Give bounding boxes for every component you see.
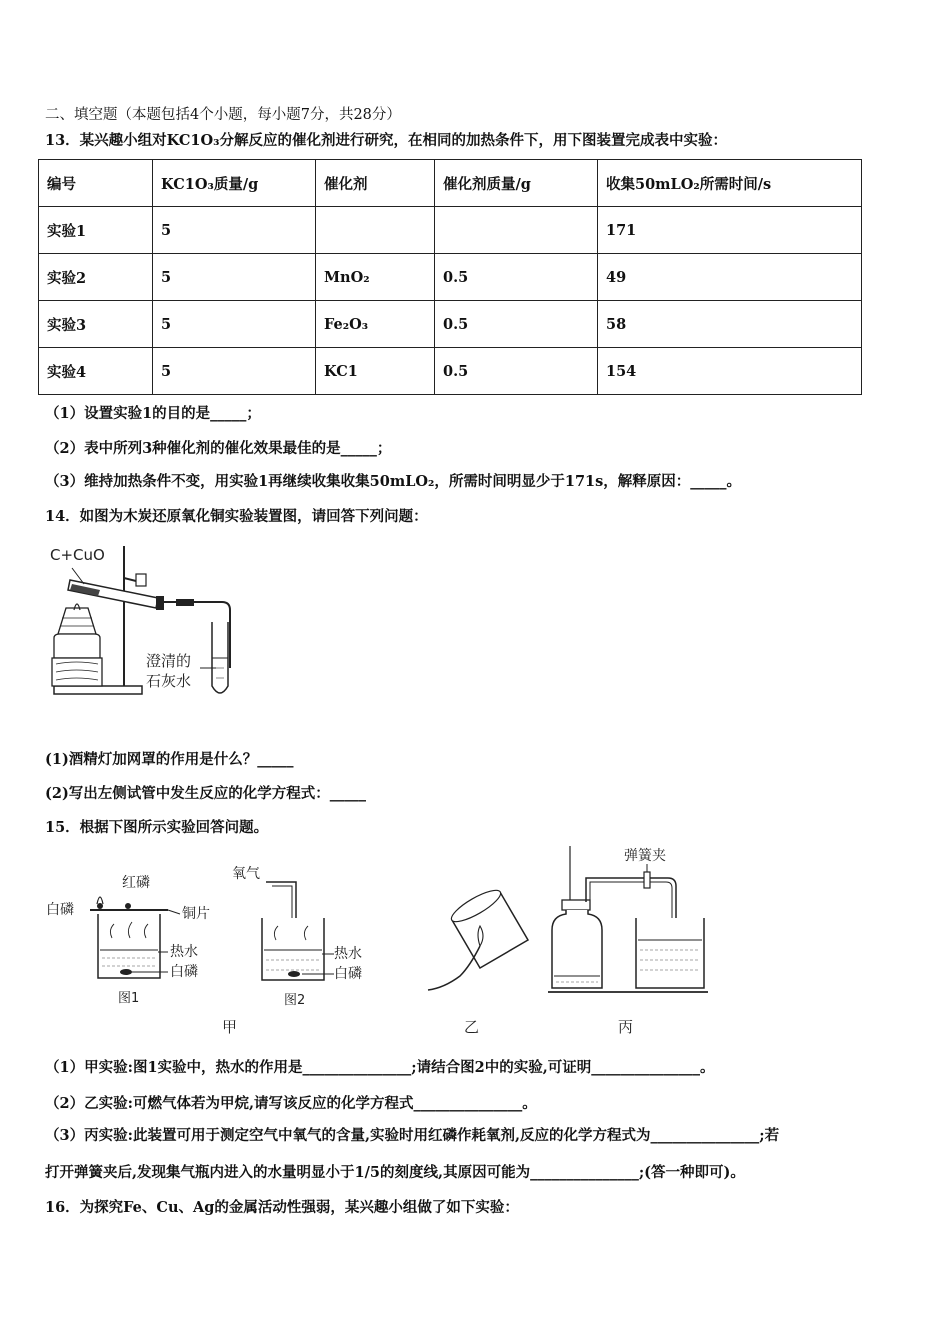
q15-sub3a: （3）丙实验:此装置可用于测定空气中氧气的含量,实验时用红磷作耗氧剂,反应的化学方程式为_______________;若 xyxy=(45,1127,780,1144)
beaker-2 xyxy=(262,918,324,980)
table-cell: 0.5 xyxy=(435,254,598,301)
stand-base xyxy=(54,686,142,694)
alcohol-lamp xyxy=(54,634,100,658)
table-cell xyxy=(316,207,435,254)
section-title: 二、填空题（本题包括4个小题，每小题7分，共28分） xyxy=(45,107,401,123)
table-cell: 5 xyxy=(153,301,316,348)
q13-sub3: （3）维持加热条件不变，用实验1再继续收集收集50mLO₂，所需时间明显少于171s，解释原因：_____。 xyxy=(45,473,742,490)
table-header-row xyxy=(39,160,862,207)
label-red-phosphorus: 红磷 xyxy=(122,875,150,891)
label-copper-sheet: 铜片 xyxy=(182,906,210,922)
table-cell: MnO₂ xyxy=(316,254,435,301)
q13-sub1: （1）设置实验1的目的是_____； xyxy=(45,405,261,422)
table-cell: KC1 xyxy=(316,348,435,395)
table-header-cell: 催化剂质量/g xyxy=(435,160,598,207)
experiment-bing xyxy=(548,846,708,1036)
table-cell xyxy=(435,207,598,254)
label-limewater-2: 石灰水 xyxy=(146,672,192,690)
figure-2 xyxy=(232,866,362,1008)
q15-sub1: （1）甲实验:图1实验中，热水的作用是_______________;请结合图2中的实验,可证明_______________。 xyxy=(45,1059,715,1076)
figure-1 xyxy=(46,874,210,1006)
table-cell: Fe₂O₃ xyxy=(316,301,435,348)
q13-stem: 13．某兴趣小组对KC1O₃分解反应的催化剂进行研究，在相同的加热条件下，用下图装置完成表中实验： xyxy=(45,132,727,149)
q13-sub2: （2）表中所列3种催化剂的催化效果最佳的是_____； xyxy=(45,440,392,457)
label-spring-clip: 弹簧夹 xyxy=(624,848,666,864)
table-cell: 实验1 xyxy=(39,207,153,254)
table-cell: 0.5 xyxy=(435,301,598,348)
table-header-cell: 催化剂 xyxy=(316,160,435,207)
q16-stem: 16．为探究Fe、Cu、Ag的金属活动性强弱，某兴趣小组做了如下实验： xyxy=(45,1199,519,1216)
label-reactants: C+CuO xyxy=(50,546,105,564)
flame-icon xyxy=(97,897,103,904)
label-white-phosphorus-under: 白磷 xyxy=(170,964,198,980)
table-cell: 58 xyxy=(598,301,862,348)
water-beaker xyxy=(636,918,704,988)
combustion-experiments-figure xyxy=(40,842,760,1042)
table-cell: 5 xyxy=(153,348,316,395)
table-cell: 0.5 xyxy=(435,348,598,395)
mesh-cover xyxy=(58,608,96,634)
table-header-cell: 收集50mLO₂所需时间/s xyxy=(598,160,862,207)
q14-sub2: (2)写出左侧试管中发生反应的化学方程式：_____ xyxy=(45,785,367,802)
beaker-1 xyxy=(98,914,160,978)
spring-clip xyxy=(644,872,650,888)
table-cell: 171 xyxy=(598,207,862,254)
table-cell: 154 xyxy=(598,348,862,395)
label-figure-2: 图2 xyxy=(284,993,306,1008)
label-limewater-1: 澄清的 xyxy=(146,652,192,670)
q15-sub3b: 打开弹簧夹后,发现集气瓶内进入的水量明显小于1/5的刻度线,其原因可能为_______________;(答一种即可)。 xyxy=(45,1164,745,1181)
label-bing: 丙 xyxy=(618,1018,634,1036)
table-header-cell: KC1O₃质量/g xyxy=(153,160,316,207)
table-cell: 实验2 xyxy=(39,254,153,301)
label-jia: 甲 xyxy=(222,1018,238,1036)
label-yi: 乙 xyxy=(464,1018,480,1036)
table-cell: 49 xyxy=(598,254,862,301)
table-cell: 5 xyxy=(153,254,316,301)
label-white-phosphorus-2: 白磷 xyxy=(334,966,362,982)
table-header-cell: 编号 xyxy=(39,160,153,207)
table-row xyxy=(39,348,862,395)
experiment-yi xyxy=(428,885,528,1036)
table-cell: 实验3 xyxy=(39,301,153,348)
table-row xyxy=(39,254,862,301)
experiment-table xyxy=(38,159,862,395)
label-oxygen: 氧气 xyxy=(232,866,260,882)
label-hot-water-1: 热水 xyxy=(170,944,198,960)
table-row xyxy=(39,301,862,348)
charcoal-reduction-apparatus xyxy=(40,538,250,708)
q14-sub1: (1)酒精灯加网罩的作用是什么？_____ xyxy=(45,751,294,768)
label-figure-1: 图1 xyxy=(118,991,140,1006)
table-cell: 实验4 xyxy=(39,348,153,395)
q14-stem: 14．如图为木炭还原氧化铜实验装置图，请回答下列问题： xyxy=(45,508,428,525)
q15-stem: 15．根据下图所示实验回答问题。 xyxy=(45,819,269,836)
table-row xyxy=(39,207,862,254)
table-cell: 5 xyxy=(153,207,316,254)
q15-sub2: （2）乙实验:可燃气体若为甲烷,请写该反应的化学方程式_______________。 xyxy=(45,1095,537,1112)
label-hot-water-2: 热水 xyxy=(334,946,362,962)
label-white-phosphorus-top: 白磷 xyxy=(46,902,74,918)
